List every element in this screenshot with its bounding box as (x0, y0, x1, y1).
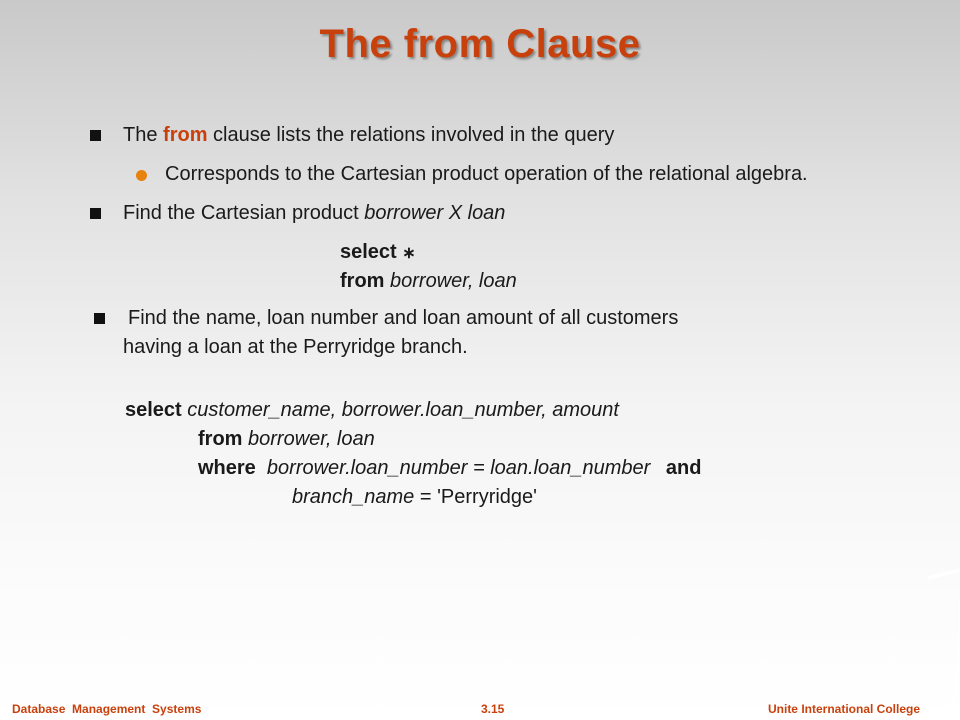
bullet-from-clause (123, 124, 614, 147)
select-columns: customer_name, borrower.loan_number, amount (181, 399, 619, 421)
keyword-where: where (198, 457, 256, 479)
keyword-from: from (163, 124, 208, 146)
keyword-select: select (340, 241, 397, 263)
square-bullet-icon (90, 130, 101, 141)
square-bullet-icon (90, 208, 101, 219)
where-condition: borrower.loan_number = loan.loan_number (255, 457, 651, 479)
slide-footer (0, 700, 960, 720)
keyword-select: select (125, 399, 182, 421)
bullet-text: Find the Cartesian product (123, 202, 365, 224)
query2-select-line (125, 399, 619, 422)
bullet-italic: borrower X loan (364, 202, 506, 224)
from-relations: borrower, loan (242, 428, 375, 450)
query2-branch-line (292, 486, 537, 509)
bullet-text-pre: The (123, 124, 164, 146)
keyword-from: from (198, 428, 243, 450)
footer-course: Database Management Systems (12, 702, 202, 716)
square-bullet-icon (94, 313, 105, 324)
bullet-cartesian-product (123, 202, 505, 225)
query-relations: borrower, loan (384, 270, 517, 292)
round-bullet-icon (136, 170, 147, 181)
bullet-find-name-line2: having a loan at the Perryridge branch. (123, 336, 468, 358)
query2-from-line (198, 428, 375, 451)
bullet-find-name-line1: Find the name, loan number and loan amount of all customers (128, 307, 679, 329)
sub-bullet-cartesian: Corresponds to the Cartesian product operation of the relational algebra. (165, 163, 808, 185)
branch-value: = 'Perryridge' (414, 486, 537, 508)
slide-title: The from Clause (319, 22, 641, 66)
bullet-text-post: clause lists the relations involved in the query (207, 124, 615, 146)
footer-page-number: 3.15 (481, 702, 505, 716)
query2-where-line (198, 457, 701, 480)
branch-name-attr: branch_name (292, 486, 415, 508)
query1-line2 (340, 270, 517, 293)
query1-line1 (340, 241, 416, 264)
keyword-from: from (340, 270, 385, 292)
keyword-and: and (665, 457, 702, 479)
decorative-curve (920, 560, 960, 720)
asterisk-icon: ∗ (402, 245, 416, 262)
footer-institution: Unite International College (767, 702, 920, 716)
